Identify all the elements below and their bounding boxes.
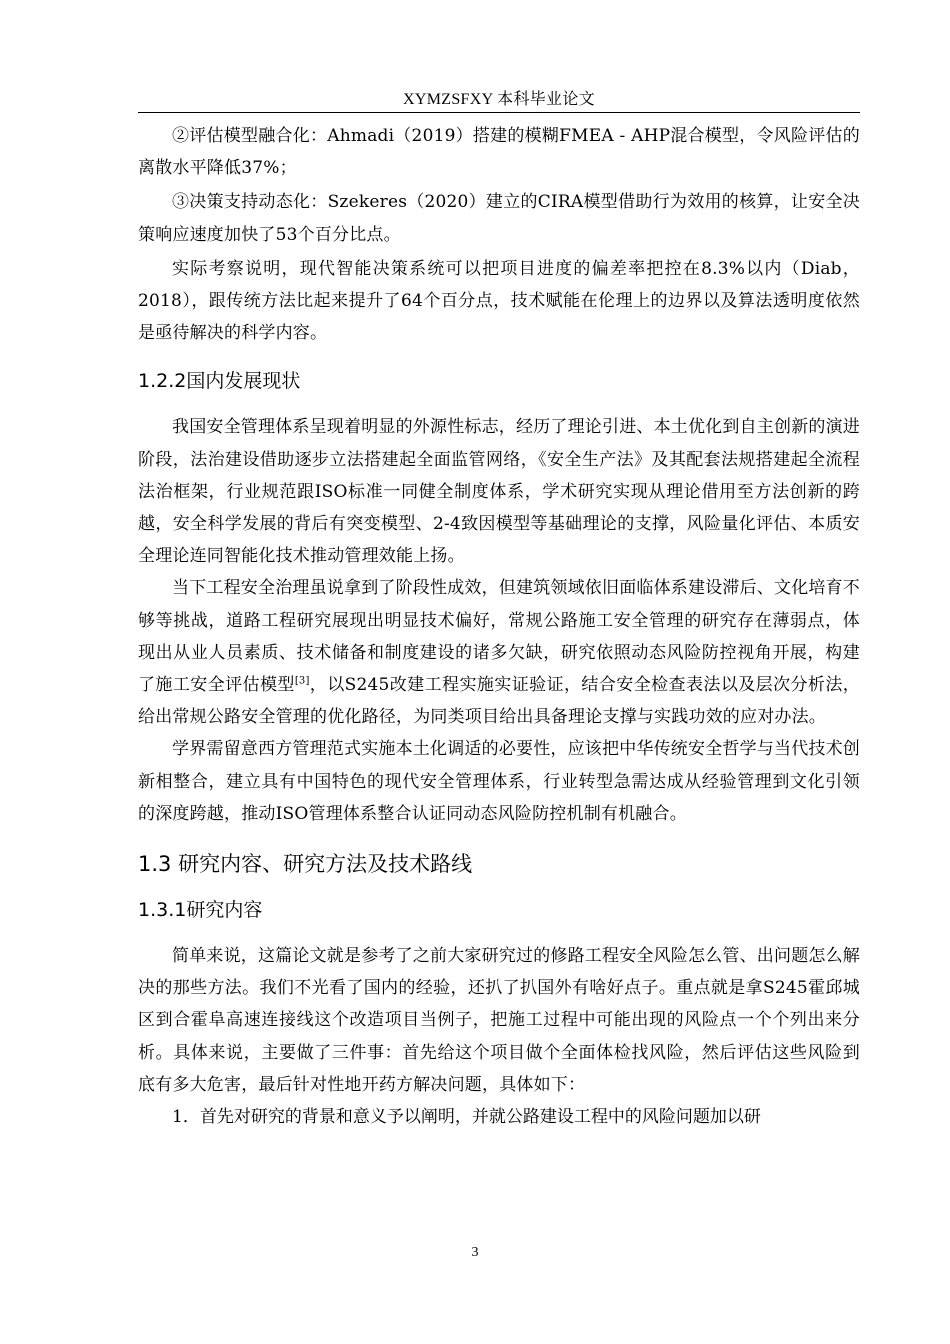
paragraph-current-challenges bbox=[138, 572, 860, 733]
section-heading-1-2-2: 1.2.2国内发展现状 bbox=[138, 370, 301, 393]
paragraph-domestic-overview: 我国安全管理体系呈现着明显的外源性标志，经历了理论引进、本土优化到自主创新的演进阶段，法治建设借助逐步立法搭建起全面监管网络，《安全生产法》及其配套法规搭建起全流程法治框架，行业规范跟ISO标准一同健全制度体系，学术研究实现从理论借用至方法创新的跨越，安全科学发展的背后有突变模型、2-4致因模型等基础理论的支撑，风险量化评估、本质安全理论连同智能化技术推动管理效能上扬。 bbox=[138, 417, 860, 567]
list-item-1: 1．首先对研究的背景和意义予以阐明，并就公路建设工程中的风险问题加以研 bbox=[172, 1107, 761, 1128]
running-header: XYMZSFXY 本科毕业论文 bbox=[403, 91, 595, 108]
paragraph-text-part2: ，以S245改建工程实施实证验证，结合安全检查表法以及层次分析法，给出常规公路安全管理的优化路径，为同类项目给出具备理论支撑与实践功效的应对办法。 bbox=[138, 675, 860, 728]
main-content bbox=[138, 120, 860, 1133]
section-heading-1-3: 1.3 研究内容、研究方法及技术路线 bbox=[138, 852, 473, 877]
paragraph-decision-support: ③决策支持动态化：Szekeres（2020）建立的CIRA模型借助行为效用的核算，让安全决策响应速度加快了53个百分比点。 bbox=[138, 192, 860, 245]
paragraph-text-part1: 当下工程安全治理虽说拿到了阶段性成效，但建筑领域依旧面临体系建设滞后、文化培育不够等挑战，道路工程研究展现出明显技术偏好，常规公路施工安全管理的研究存在薄弱点，体现出从业人员素质、技术储备和制度建设的诸多欠缺，研究依照动态风险防控视角开展，构建了施工安全评估模型 bbox=[138, 578, 860, 696]
paragraph-evaluation-model: ②评估模型融合化：Ahmadi（2019）搭建的模糊FMEA - AHP混合模型，令风险评估的离散水平降低37%； bbox=[138, 126, 860, 179]
header-divider bbox=[138, 112, 860, 113]
paragraph-research-content: 简单来说，这篇论文就是参考了之前大家研究过的修路工程安全风险怎么管、出问题怎么解决的那些方法。我们不光看了国内的经验，还扒了扒国外有啥好点子。重点就是拿S245霍邱城区到合霍阜高速连接线这个改造项目当例子，把施工过程中可能出现的风险点一个个列出来分析。具体来说，主要做了三件事：首先给这个项目做个全面体检找风险，然后评估这些风险到底有多大危害，最后针对性地开药方解决问题，具体如下： bbox=[138, 946, 860, 1095]
paragraph-practice-findings: 实际考察说明，现代智能决策系统可以把项目进度的偏差率把控在8.3%以内（Diab，2018），跟传统方法比起来提升了64个百分点，技术赋能在伦理上的边界以及算法透明度依然是亟待解决的科学内容。 bbox=[138, 258, 860, 344]
section-heading-1-3-1: 1.3.1研究内容 bbox=[138, 899, 263, 922]
citation-reference[interactable]: [3] bbox=[294, 675, 310, 687]
paragraph-localization: 学界需留意西方管理范式实施本土化调适的必要性，应该把中华传统安全哲学与当代技术创新相整合，建立具有中国特色的现代安全管理体系，行业转型急需达成从经验管理到文化引领的深度跨越，推动ISO管理体系整合认证同动态风险防控机制有机融合。 bbox=[138, 739, 860, 824]
page-number: 3 bbox=[471, 1245, 479, 1260]
